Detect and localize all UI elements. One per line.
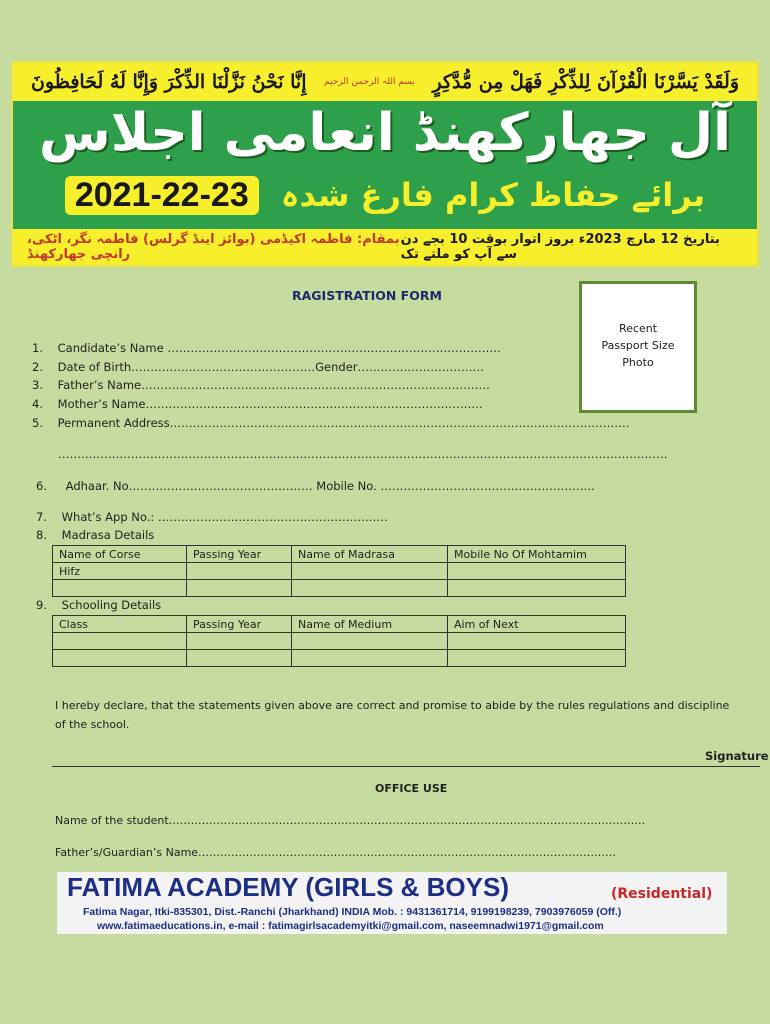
table-row bbox=[53, 650, 626, 667]
table-header-cell: Class bbox=[53, 616, 187, 633]
section-label: Schooling Details bbox=[61, 598, 162, 612]
field-father-name[interactable] bbox=[32, 378, 490, 392]
declaration-text-2: of the school. bbox=[55, 718, 130, 731]
field-candidate-name[interactable] bbox=[32, 341, 501, 355]
table-header-cell: Passing Year bbox=[187, 546, 292, 563]
table-row bbox=[53, 633, 626, 650]
table-cell[interactable] bbox=[448, 633, 626, 650]
table-header-cell: Mobile No Of Mohtamim bbox=[448, 546, 626, 563]
table-cell[interactable] bbox=[187, 633, 292, 650]
field-text: Father’s Name………………………………………………………………………………. bbox=[57, 378, 490, 392]
field-text: What’s App No.: …………………………………………………… bbox=[61, 510, 388, 524]
schooling-table bbox=[52, 615, 626, 667]
office-student-name[interactable]: Name of the student…………………………………………………………………………………………………………………. bbox=[55, 814, 646, 827]
field-number: 4. bbox=[32, 397, 43, 411]
office-guardian-name[interactable]: Father’s/Guardian’s Name…………………………………………………………………………………………………… bbox=[55, 846, 617, 859]
table-cell[interactable] bbox=[187, 650, 292, 667]
table-cell[interactable] bbox=[187, 580, 292, 597]
madrasa-details-heading bbox=[36, 528, 154, 542]
field-number: 1. bbox=[32, 341, 43, 355]
field-number: 8. bbox=[36, 528, 47, 542]
table-header-cell: Name of Medium bbox=[292, 616, 448, 633]
banner-verse-strip bbox=[13, 63, 757, 101]
table-cell[interactable] bbox=[53, 633, 187, 650]
table-cell[interactable] bbox=[448, 563, 626, 580]
table-header-row bbox=[53, 616, 626, 633]
field-adhaar-mobile[interactable] bbox=[36, 479, 595, 493]
banner-date-strip bbox=[13, 229, 757, 265]
section-label: Madrasa Details bbox=[61, 528, 155, 542]
table-cell[interactable] bbox=[187, 563, 292, 580]
banner-venue: بمقام: فاطمہ اکیڈمی (بوائز اینڈ گرلس) فاطمہ نگر، اٹکی، رانچی جھارکھنڈ bbox=[27, 232, 400, 262]
academy-residential: (Residential) bbox=[611, 886, 713, 902]
photo-label-1: Recent bbox=[618, 322, 658, 335]
table-header-cell: Name of Madrasa bbox=[292, 546, 448, 563]
banner-subtitle: برائے حفاظ کرام فارغ شدہ bbox=[280, 176, 706, 214]
academy-footer bbox=[57, 872, 727, 934]
table-cell[interactable] bbox=[53, 580, 187, 597]
table-cell[interactable] bbox=[292, 633, 448, 650]
table-cell[interactable] bbox=[292, 580, 448, 597]
verse-right: وَلَقَدْ يَسَّرْنَا الْقُرْآنَ لِلذِّكْرِ فَهَلْ مِن مُّدَّكِرٍ bbox=[432, 71, 739, 93]
field-text: Candidate’s Name …………………………………………………………………………… bbox=[57, 341, 501, 355]
table-cell[interactable] bbox=[448, 580, 626, 597]
field-whatsapp[interactable] bbox=[36, 510, 388, 524]
table-header-cell: Passing Year bbox=[187, 616, 292, 633]
banner-date: بتاریخ 12 مارچ 2023ء بروز اتوار بوقت 10 بجے دن سے آپ کو ملتے تک bbox=[400, 232, 720, 262]
field-text: Permanent Address………………………………………………………………………………………………………… bbox=[57, 416, 630, 430]
verse-middle: بسم اللہ الرحمن الرحیم bbox=[324, 77, 415, 87]
banner-year: 2021-22-23 bbox=[65, 176, 259, 215]
field-number: 9. bbox=[36, 598, 47, 612]
table-cell[interactable] bbox=[53, 650, 187, 667]
table-header-cell: Aim of Next bbox=[448, 616, 626, 633]
academy-web-email: www.fatimaeducations.in, e-mail : fatimagirlsacademyitki@gmail.com, naseemnadwi1971@gmail.com bbox=[97, 920, 604, 932]
field-number: 6. bbox=[36, 479, 47, 493]
field-dob-gender[interactable] bbox=[32, 360, 484, 374]
table-row bbox=[53, 580, 626, 597]
field-text: Date of Birth…………………………………………Gender…………………………… bbox=[57, 360, 485, 374]
table-cell[interactable] bbox=[292, 563, 448, 580]
field-number: 2. bbox=[32, 360, 43, 374]
table-header-cell: Name of Corse bbox=[53, 546, 187, 563]
field-text: Adhaar. No………………………………………… Mobile No. ……………………………………………….. bbox=[65, 479, 595, 493]
academy-address: Fatima Nagar, Itki-835301, Dist.-Ranchi (Jharkhand) INDIA Mob. : 9431361714, 9199198239, 7903976059 (Off.) bbox=[83, 906, 622, 918]
field-number: 7. bbox=[36, 510, 47, 524]
signature-label: Signature bbox=[705, 749, 769, 763]
verse-left: إِنَّا نَحْنُ نَزَّلْنَا الذِّكْرَ وَإِنَّا لَهُ لَحَافِظُونَ bbox=[31, 71, 307, 93]
schooling-details-heading bbox=[36, 598, 161, 612]
table-cell[interactable] bbox=[448, 650, 626, 667]
table-cell[interactable] bbox=[292, 650, 448, 667]
banner-title: آل جھارکھنڈ انعامی اجلاس bbox=[39, 103, 731, 163]
event-banner bbox=[11, 61, 759, 267]
form-title: RAGISTRATION FORM bbox=[292, 288, 442, 303]
field-mother-name[interactable] bbox=[32, 397, 483, 411]
banner-subtitle-row bbox=[13, 171, 757, 219]
field-number: 5. bbox=[32, 416, 43, 430]
field-text: Mother’s Name……………………………………………………………………………. bbox=[57, 397, 483, 411]
declaration-text-1: I hereby declare, that the statements given above are correct and promise to abide by the rules regulations and discipline bbox=[55, 699, 730, 712]
photo-box bbox=[579, 281, 697, 413]
photo-label-3: Photo bbox=[622, 356, 654, 369]
field-permanent-address[interactable] bbox=[32, 416, 630, 430]
field-number: 3. bbox=[32, 378, 43, 392]
table-header-row bbox=[53, 546, 626, 563]
field-address-continuation[interactable]: …………………………………………………………………………………………………………………………………………… bbox=[58, 447, 668, 461]
academy-name: FATIMA ACADEMY (GIRLS & BOYS) bbox=[67, 872, 509, 902]
photo-label-2: Passport Size bbox=[601, 339, 675, 352]
table-row bbox=[53, 563, 626, 580]
table-cell[interactable]: Hifz bbox=[53, 563, 187, 580]
office-use-heading: OFFICE USE bbox=[375, 782, 448, 795]
madrasa-table bbox=[52, 545, 626, 597]
divider bbox=[52, 766, 760, 767]
